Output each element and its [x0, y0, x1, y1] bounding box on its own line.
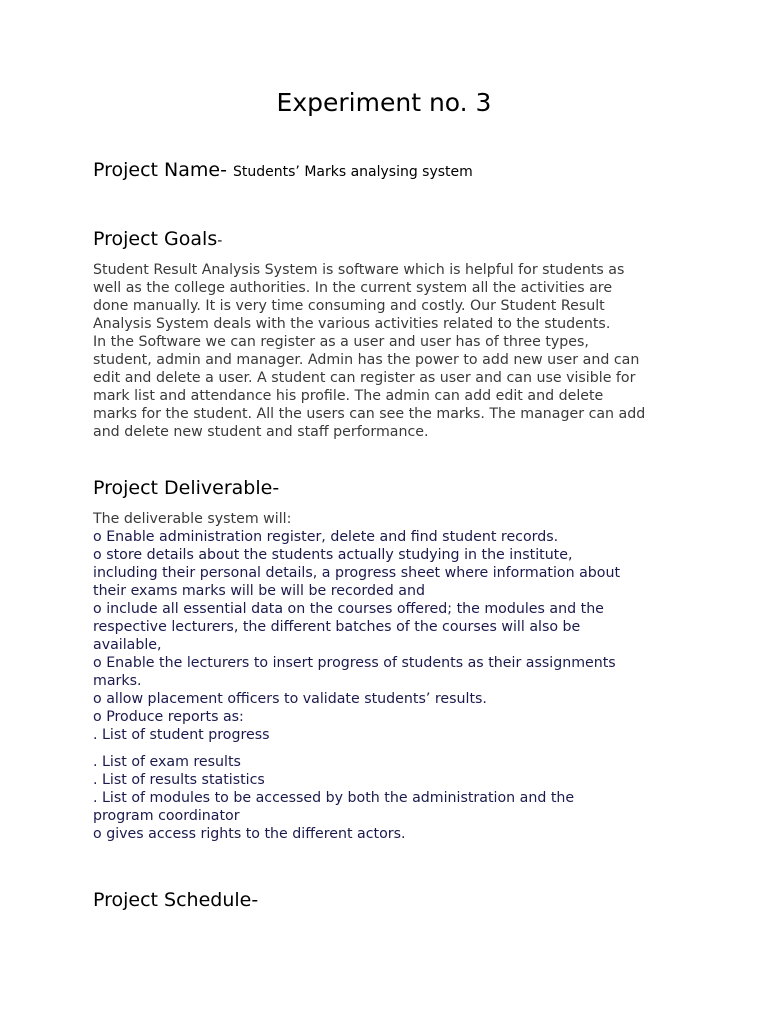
- goals-line: student, admin and manager. Admin has the power to add new user and can: [93, 352, 640, 368]
- goals-line: done manually. It is very time consuming and costly. Our Student Result: [93, 298, 605, 314]
- deliverable-line: . List of modules to be accessed by both the administration and the: [93, 790, 575, 806]
- goals-line: and delete new student and staff performance.: [93, 424, 429, 440]
- deliverable-line: respective lecturers, the different batches of the courses will also be: [93, 619, 581, 635]
- goals-line: well as the college authorities. In the current system all the activities are: [93, 280, 613, 296]
- project-goals-dash: -: [217, 233, 223, 249]
- deliverable-line: . List of exam results: [93, 754, 241, 770]
- goals-line: edit and delete a user. A student can register as user and can use visible for: [93, 370, 636, 386]
- goals-line: Student Result Analysis System is software which is helpful for students as: [93, 262, 625, 278]
- deliverable-line: o Enable the lecturers to insert progress of students as their assignments: [93, 655, 616, 671]
- deliverable-line: available,: [93, 637, 162, 653]
- deliverable-line: their exams marks will be will be recorded and: [93, 583, 425, 599]
- goals-line: marks for the student. All the users can see the marks. The manager can add: [93, 406, 646, 422]
- deliverable-line: o allow placement officers to validate students’ results.: [93, 691, 487, 707]
- deliverable-line: o include all essential data on the courses offered; the modules and the: [93, 601, 604, 617]
- project-name-value: Students’ Marks analysing system: [233, 164, 473, 180]
- project-goals-text: [93, 261, 678, 441]
- project-goals-label: Project Goals: [93, 228, 218, 250]
- project-schedule-heading: Project Schedule-: [93, 889, 259, 911]
- goals-line: In the Software we can register as a user and user has of three types,: [93, 334, 589, 350]
- project-deliverable-heading: Project Deliverable-: [93, 477, 280, 499]
- project-name-heading: [93, 157, 473, 185]
- goals-line: mark list and attendance his profile. The admin can add edit and delete: [93, 388, 604, 404]
- deliverable-line: o store details about the students actually studying in the institute,: [93, 547, 573, 563]
- project-name-label: Project Name-: [93, 159, 227, 181]
- deliverable-line: . List of student progress: [93, 727, 270, 743]
- deliverable-line: marks.: [93, 673, 142, 689]
- deliverable-line: including their personal details, a progress sheet where information about: [93, 565, 621, 581]
- deliverable-line: . List of results statistics: [93, 772, 265, 788]
- deliverable-line: The deliverable system will:: [93, 511, 292, 527]
- project-deliverable-text: [93, 510, 678, 843]
- deliverable-line: program coordinator: [93, 808, 240, 824]
- project-goals-heading: [93, 226, 222, 254]
- deliverable-line: o Produce reports as:: [93, 709, 244, 725]
- page-title: Experiment no. 3: [276, 88, 492, 117]
- deliverable-line: o gives access rights to the different actors.: [93, 826, 406, 842]
- deliverable-line: o Enable administration register, delete and find student records.: [93, 529, 559, 545]
- goals-line: Analysis System deals with the various activities related to the students.: [93, 316, 611, 332]
